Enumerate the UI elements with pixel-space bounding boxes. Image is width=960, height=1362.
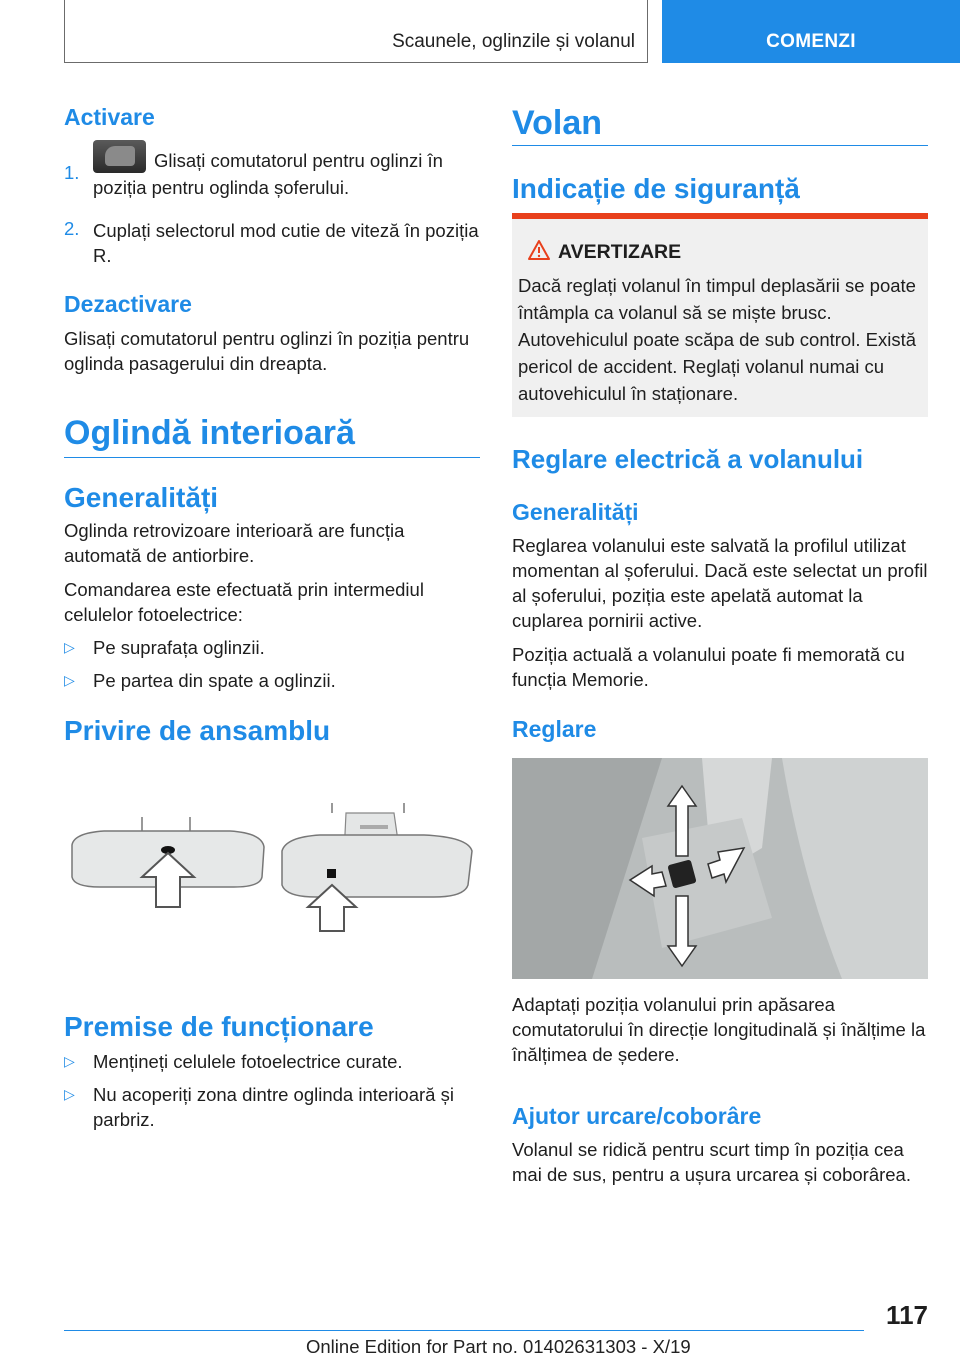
- header-chapter-box: [64, 0, 648, 63]
- heading-reglare: Reglare: [512, 716, 597, 742]
- warning-box: [512, 213, 928, 417]
- warning-text: Dacă reglați volanul în timpul deplasării se poate întâmpla ca volanul să se miște brusc. Autovehiculul poate scăpa de sub control. Există pericol de accident. Reglați volanul numai cu autovehiculul în staționare.: [518, 275, 916, 404]
- heading-generalitati: Generalități: [64, 482, 219, 513]
- step-number: 2.: [64, 218, 80, 239]
- warning-title: AVERTIZARE: [558, 241, 682, 263]
- reglare-text: Adaptați poziția volanului prin apăsarea comutatorului în direcție longitudinală și înălțime la înălțimea de ședere.: [512, 994, 926, 1065]
- reglare-electrica-p2: Poziția actuală a volanului poate fi memorată cu funcția Memorie.: [512, 644, 905, 690]
- heading-activare: Activare: [64, 104, 155, 130]
- heading-rule: [64, 457, 480, 458]
- steering-adjust-photo: [512, 758, 928, 979]
- heading-oglinda-interioara: Oglindă interioară: [64, 414, 355, 452]
- bullet-item: Pe partea din spate a oglinzii.: [93, 670, 336, 691]
- step-number: 1.: [64, 162, 80, 183]
- triangle-right-icon: ▷: [64, 639, 75, 655]
- ajutor-text: Volanul se ridică pentru scurt timp în poziția cea mai de sus, pentru a ușura urcarea și coborârea.: [512, 1139, 911, 1185]
- heading-volan: Volan: [512, 104, 603, 142]
- heading-privire: Privire de ansamblu: [64, 715, 331, 746]
- heading-premise: Premise de funcționare: [64, 1011, 374, 1042]
- oglinda-p1: Oglinda retrovizoare interioară are funcția automată de antiorbire.: [64, 520, 405, 566]
- heading-indicatie-siguranta: Indicație de siguranță: [512, 173, 800, 204]
- bullet-item: Pe suprafața oglinzii.: [93, 637, 265, 658]
- warning-bar: [512, 213, 928, 219]
- dezactivare-text: Glisați comutatorul pentru oglinzi în poziția pentru oglinda pasagerului din dreapta.: [64, 328, 470, 374]
- reglare-electrica-p1: Reglarea volanului este salvată la profilul utilizat momentan al șoferului. Dacă este selectat un profil al șoferului, poziția este apelată automat la cuplarea pornirii active.: [512, 535, 928, 631]
- page-number: 117: [886, 1300, 928, 1330]
- interior-mirror-illustration: [64, 795, 480, 935]
- chapter-title: Scaunele, oglinzile și volanul: [392, 31, 635, 52]
- heading-rule: [512, 145, 928, 146]
- footer-rule: [64, 1330, 864, 1331]
- warning-triangle-icon: [527, 239, 551, 261]
- header-section-tab: [662, 0, 960, 63]
- step-1-text: Glisați comutatorul pentru oglinzi în poziția pentru oglinda șoferului.: [93, 150, 443, 198]
- heading-dezactivare: Dezactivare: [64, 291, 192, 317]
- triangle-right-icon: ▷: [64, 1053, 75, 1069]
- heading-generalitati-volan: Generalități: [512, 499, 639, 525]
- oglinda-p2: Comandarea este efectuată prin intermediul celulelor fotoelectrice:: [64, 579, 424, 625]
- step-1: [93, 140, 485, 201]
- section-title: COMENZI: [766, 31, 856, 52]
- mirror-switch-icon: [93, 140, 146, 173]
- bullet-item: Mențineți celulele fotoelectrice curate.: [93, 1051, 403, 1072]
- heading-reglare-electrica: Reglare electrică a volanului: [512, 444, 864, 474]
- triangle-right-icon: ▷: [64, 672, 75, 688]
- heading-ajutor: Ajutor urcare/coborâre: [512, 1103, 762, 1129]
- step-2-text: Cuplați selectorul mod cutie de viteză în poziția R.: [93, 220, 479, 266]
- triangle-right-icon: ▷: [64, 1086, 75, 1102]
- footer-edition: Online Edition for Part no. 01402631303 - X/19: [306, 1336, 691, 1357]
- bullet-item: Nu acoperiți zona dintre oglinda interioară și parbriz.: [93, 1084, 454, 1130]
